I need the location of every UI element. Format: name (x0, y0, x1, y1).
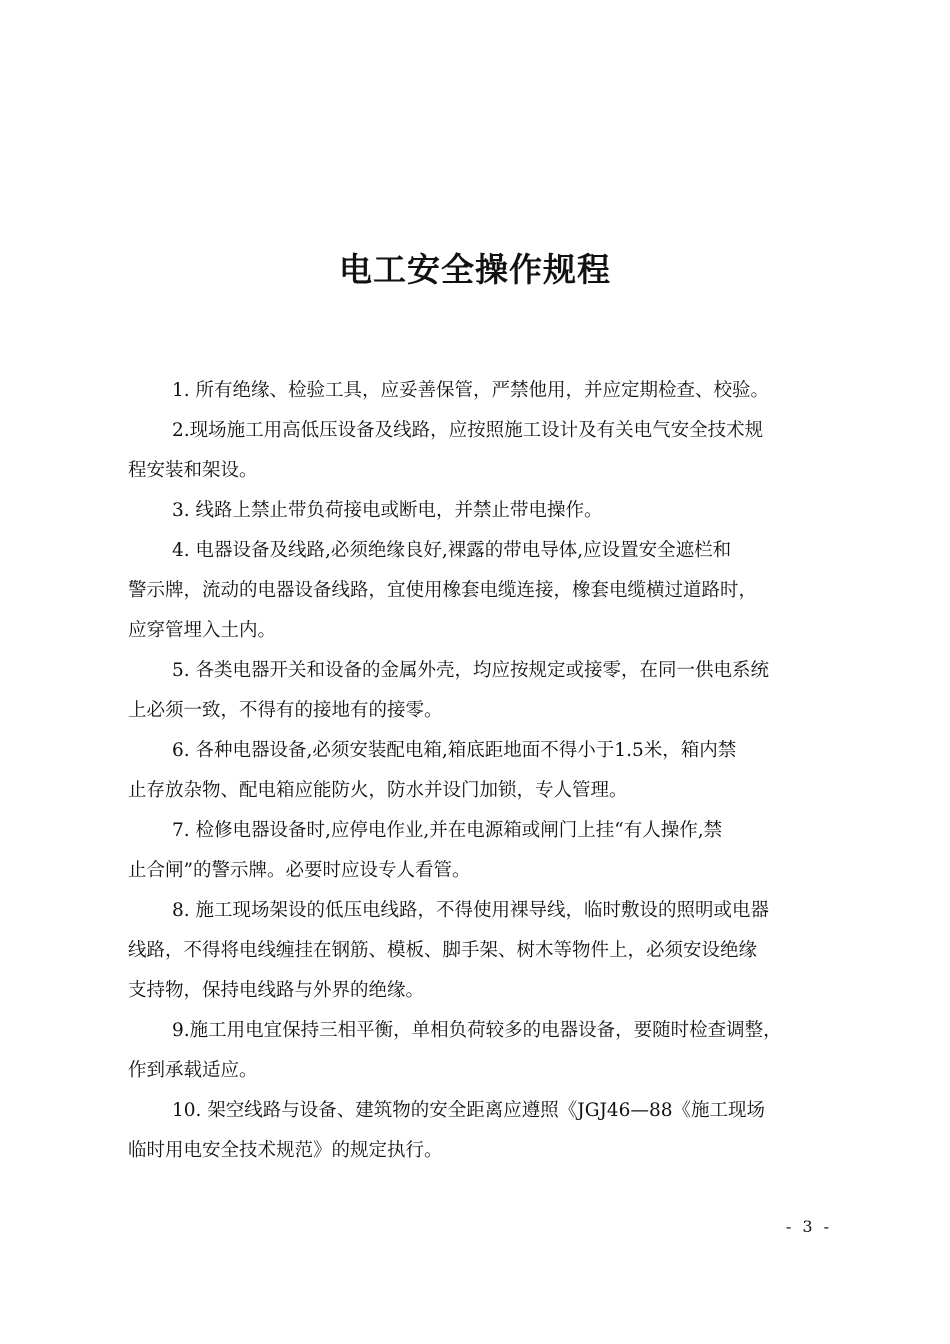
rules-list (128, 371, 894, 1171)
document-title: 电工安全操作规程 (339, 250, 611, 289)
rule-item: 7. 检修电器设备时,应停电作业,并在电源箱或闸门上挂“有人操作,禁 止合闸”的警示牌。必要时应设专人看管。 (128, 820, 723, 881)
rule-item: 9.施工用电宜保持三相平衡，单相负荷较多的电器设备，要随时检查调整， 作到承载适应。 (128, 1020, 782, 1081)
rule-item: 1. 所有绝缘、检验工具，应妥善保管，严禁他用，并应定期检查、校验。 (172, 380, 770, 401)
rule-item: 4. 电器设备及线路,必须绝缘良好,裸露的带电导体,应设置安全遮栏和 警示牌，流动的电器设备线路，宜使用橡套电缆连接，橡套电缆横过道路时， 应穿管埋入土内。 (128, 540, 758, 641)
rule-item: 2.现场施工用高低压设备及线路，应按照施工设计及有关电气安全技术规 程安装和架设。 (128, 420, 764, 481)
rule-item: 3. 线路上禁止带负荷接电或断电，并禁止带电操作。 (172, 500, 603, 521)
rule-item: 8. 施工现场架设的低压电线路，不得使用裸导线，临时敷设的照明或电器 线路，不得将电线缠挂在钢筋、模板、脚手架、树木等物件上，必须安设绝缘 支持物，保持电线路与外界的绝缘。 (128, 900, 770, 1001)
rule-item: 6. 各种电器设备,必须安装配电箱,箱底距地面不得小于1.5米，箱内禁 止存放杂物、配电箱应能防火，防水并设门加锁，专人管理。 (128, 740, 737, 801)
page-number: - 3 - (785, 1217, 832, 1236)
rule-item: 5. 各类电器开关和设备的金属外壳，均应按规定或接零，在同一供电系统 上必须一致，不得有的接地有的接零。 (128, 660, 770, 721)
rule-item: 10. 架空线路与设备、建筑物的安全距离应遵照《JGJ46—88《施工现场 临时用电安全技术规范》的规定执行。 (128, 1100, 765, 1161)
